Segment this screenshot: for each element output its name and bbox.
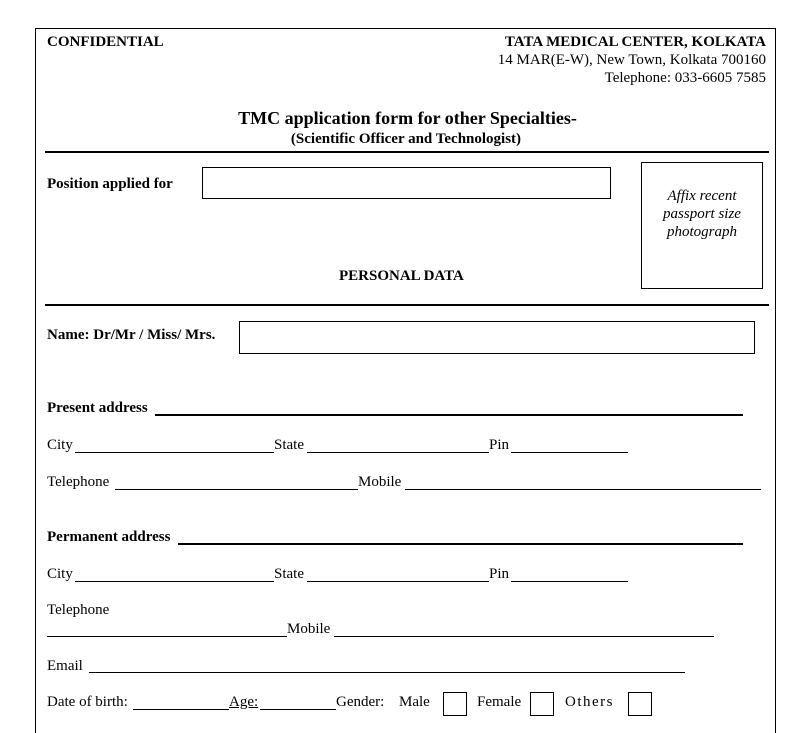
photo-placeholder[interactable] [641, 162, 763, 289]
permanent-state-label: State [274, 566, 304, 582]
photo-instruction: Affix recent passport size photograph [663, 188, 741, 240]
email-line[interactable] [89, 672, 685, 673]
permanent-pin-label: Pin [489, 566, 510, 582]
female-label: Female [477, 694, 522, 710]
present-state-label: State [274, 437, 304, 453]
male-checkbox[interactable] [443, 692, 467, 716]
gender-label: Gender: [336, 694, 385, 710]
org-address: 14 MAR(E-W), New Town, Kolkata 700160 [497, 52, 766, 68]
present-state-line[interactable] [307, 452, 489, 453]
permanent-address-line[interactable] [178, 543, 743, 545]
others-checkbox[interactable] [628, 692, 652, 716]
permanent-address-label: Permanent address [47, 529, 171, 545]
present-address-line[interactable] [155, 414, 743, 416]
present-mobile-label: Mobile [358, 474, 402, 490]
email-label: Email [47, 658, 83, 674]
name-label: Name: Dr/Mr / Miss/ Mrs. [47, 327, 216, 343]
permanent-state-line[interactable] [307, 581, 489, 582]
dob-line[interactable] [133, 709, 229, 710]
confidential-label: CONFIDENTIAL [47, 34, 164, 50]
present-pin-label: Pin [489, 437, 510, 453]
present-city-line[interactable] [75, 452, 274, 453]
male-label: Male [399, 694, 430, 710]
permanent-mobile-label: Mobile [287, 621, 331, 637]
section-divider [45, 304, 769, 306]
present-pin-line[interactable] [511, 452, 628, 453]
position-input[interactable] [202, 167, 611, 199]
age-label: Age: [229, 694, 259, 710]
org-telephone: Telephone: 033-6605 7585 [604, 70, 766, 86]
personal-data-heading: PERSONAL DATA [339, 268, 464, 284]
permanent-telephone-line[interactable] [47, 636, 287, 637]
female-checkbox[interactable] [530, 692, 554, 716]
permanent-telephone-label: Telephone [47, 602, 110, 618]
present-city-label: City [47, 437, 73, 453]
others-label: Others [565, 694, 614, 710]
org-name: TATA MEDICAL CENTER, KOLKATA [504, 34, 766, 50]
present-telephone-label: Telephone [47, 474, 110, 490]
permanent-mobile-line[interactable] [334, 636, 714, 637]
position-label: Position applied for [47, 176, 173, 192]
present-mobile-line[interactable] [405, 489, 761, 490]
name-input[interactable] [239, 321, 755, 354]
form-border-top [35, 28, 776, 29]
age-line[interactable] [260, 709, 336, 710]
form-subtitle: (Scientific Officer and Technologist) [290, 131, 522, 147]
present-telephone-line[interactable] [115, 489, 358, 490]
form-title: TMC application form for other Specialties- [238, 108, 577, 128]
dob-label: Date of birth: [47, 694, 128, 710]
permanent-city-label: City [47, 566, 73, 582]
title-divider [45, 151, 769, 153]
permanent-city-line[interactable] [75, 581, 274, 582]
permanent-pin-line[interactable] [511, 581, 628, 582]
present-address-label: Present address [47, 400, 148, 416]
